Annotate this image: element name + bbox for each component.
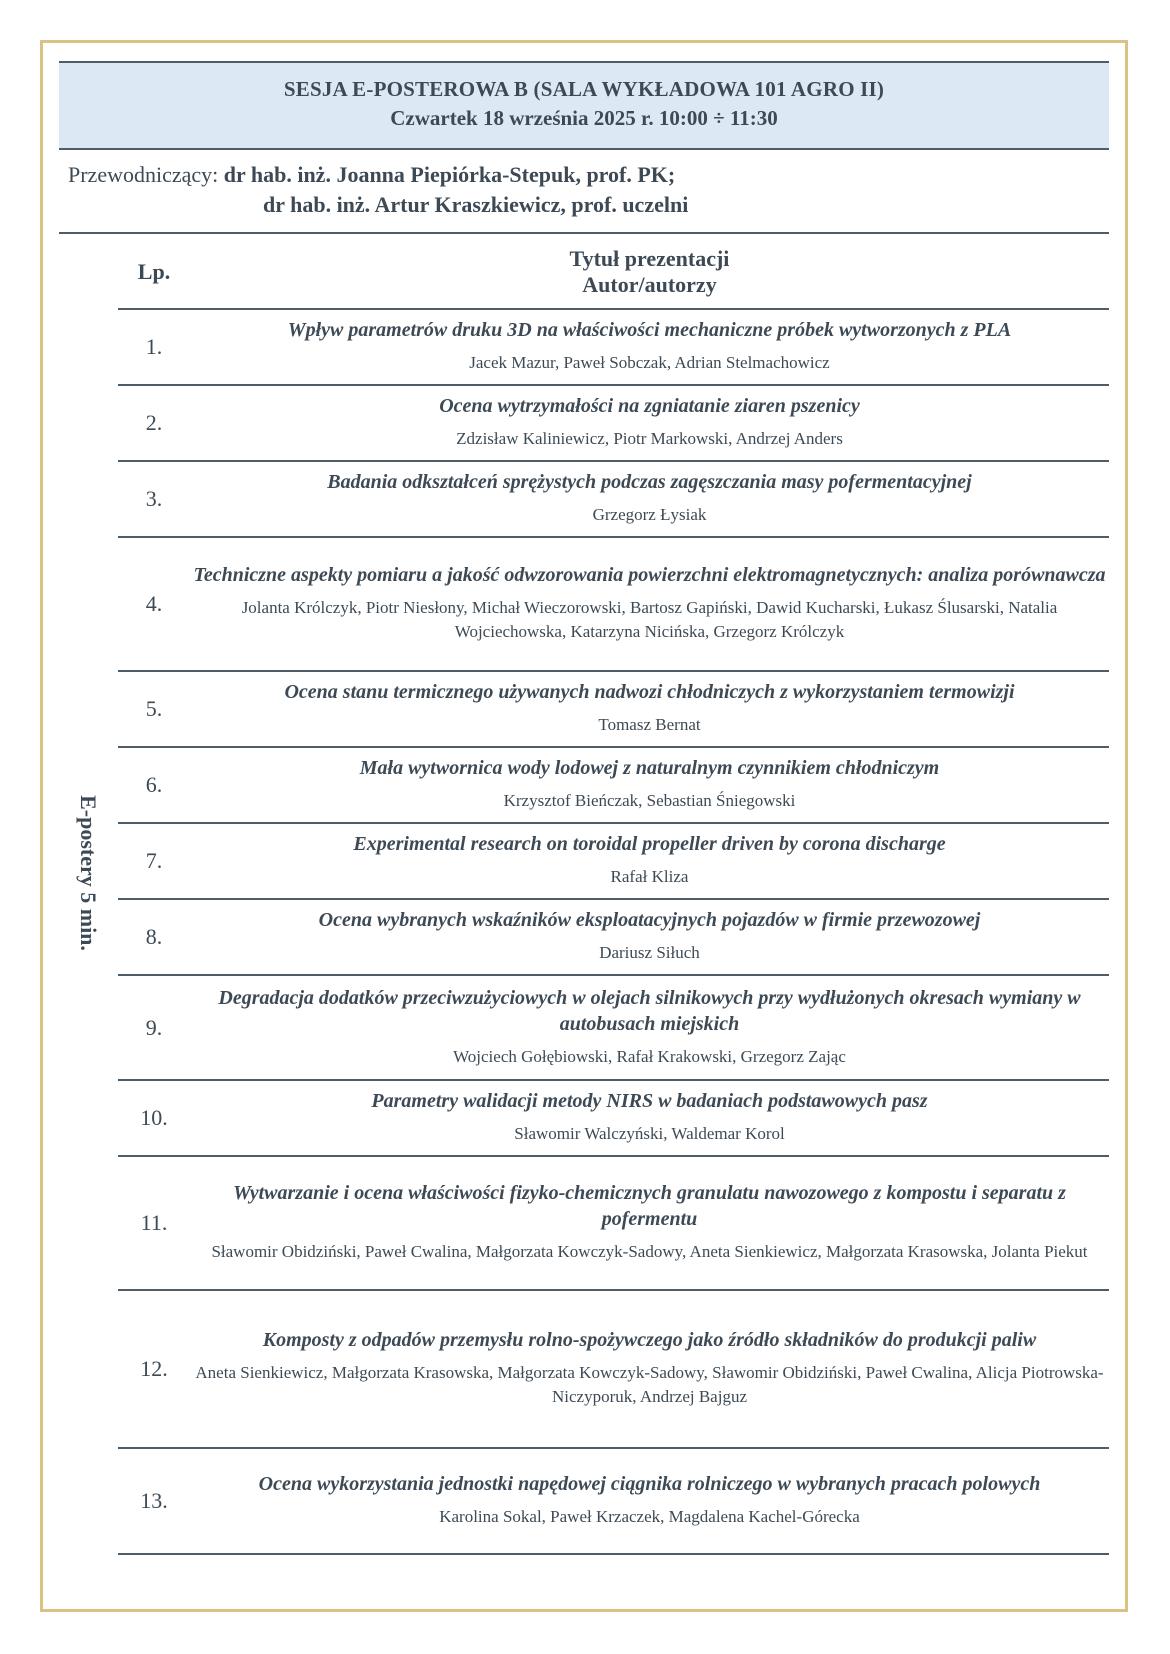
chairs-label: Przewodniczący:	[68, 162, 219, 187]
presentation-title: Parametry walidacji metody NIRS w badaniach podstawowych pasz	[371, 1090, 928, 1112]
row-number: 5.	[118, 671, 190, 747]
presentation-authors: Sławomir Obidziński, Paweł Cwalina, Małgorzata Kowczyk-Sadowy, Aneta Sienkiewicz, Małgorzata Krasowska, Jolanta Piekut	[211, 1242, 1088, 1261]
row-content	[190, 537, 1109, 671]
table-row	[118, 1080, 1109, 1156]
presentation-authors: Dariusz Siłuch	[599, 943, 700, 962]
row-number: 1.	[118, 309, 190, 385]
row-content	[190, 975, 1109, 1080]
presentation-authors: Wojciech Gołębiowski, Rafał Krakowski, Grzegorz Zając	[453, 1046, 846, 1066]
row-content	[190, 899, 1109, 975]
presentation-title: Mała wytwornica wody lodowej z naturalnym czynnikiem chłodniczym	[359, 757, 940, 779]
presentation-title: Komposty z odpadów przemysłu rolno-spożywczego jako źródło składników do produkcji paliw	[262, 1329, 1037, 1351]
row-number: 13.	[118, 1448, 190, 1554]
table-row	[118, 309, 1109, 385]
presentation-title: Techniczne aspekty pomiaru a jakość odwzorowania powierzchni elektromagnetycznych: analiza porównawcza	[193, 564, 1106, 586]
presentation-authors: Jolanta Królczyk, Piotr Niesłony, Michał Wieczorowski, Bartosz Gapiński, Dawid Kucharski, Łukasz Ślusarski, Natalia Wojciechowska, Katarzyna Nicińska, Grzegorz Królczyk	[241, 598, 1058, 641]
table-row	[118, 1156, 1109, 1290]
table-row	[118, 823, 1109, 899]
presentation-title: Ocena wybranych wskaźników eksploatacyjnych pojazdów w firmie przewozowej	[318, 909, 981, 931]
row-content	[190, 747, 1109, 823]
col-lp: Lp.	[118, 234, 190, 309]
col-title-label: Tytuł prezentacji	[569, 246, 730, 271]
row-content	[190, 1448, 1109, 1554]
row-number: 10.	[118, 1080, 190, 1156]
row-number: 11.	[118, 1156, 190, 1290]
row-number: 7.	[118, 823, 190, 899]
side-label: E-postery 5 min.	[76, 795, 101, 951]
presentation-authors: Aneta Sienkiewicz, Małgorzata Krasowska, Małgorzata Kowczyk-Sadowy, Sławomir Obidziński, Paweł Cwalina, Alicja Piotrowska-Niczyporuk, Andrzej Bajguz	[195, 1363, 1104, 1406]
row-number: 3.	[118, 461, 190, 537]
presentation-authors: Grzegorz Łysiak	[592, 505, 707, 524]
presentation-title: Ocena stanu termicznego używanych nadwozi chłodniczych z wykorzystaniem termowizji	[284, 681, 1015, 703]
row-number: 4.	[118, 537, 190, 671]
table-header-row	[118, 234, 1109, 309]
table-row	[118, 899, 1109, 975]
presentation-title: Ocena wykorzystania jednostki napędowej ciągnika rolniczego w wybranych pracach polowych	[258, 1473, 1041, 1495]
table-row	[118, 1448, 1109, 1554]
presentation-authors: Sławomir Walczyński, Waldemar Korol	[514, 1124, 785, 1143]
presentation-authors: Krzysztof Bieńczak, Sebastian Śniegowski	[503, 791, 796, 810]
chair-1: dr hab. inż. Joanna Piepiórka-Stepuk, prof. PK;	[223, 162, 676, 187]
presentation-title: Experimental research on toroidal propeller driven by corona discharge	[353, 833, 946, 855]
presentation-authors: Karolina Sokal, Paweł Krzaczek, Magdalena Kachel-Górecka	[439, 1507, 860, 1526]
session-date: Czwartek 18 września 2025 r. 10:00 ÷ 11:30	[390, 106, 778, 130]
row-content	[190, 385, 1109, 461]
row-content	[190, 1290, 1109, 1448]
table-row	[118, 747, 1109, 823]
row-content	[190, 309, 1109, 385]
table-row	[118, 975, 1109, 1080]
chair-2: dr hab. inż. Artur Kraszkiewicz, prof. uczelni	[263, 192, 689, 217]
presentation-title: Wpływ parametrów druku 3D na właściwości mechaniczne próbek wytworzonych z PLA	[287, 319, 1012, 341]
presentation-title: Badania odkształceń sprężystych podczas zagęszczania masy pofermentacyjnej	[327, 471, 972, 493]
presentation-authors: Jacek Mazur, Paweł Sobczak, Adrian Stelmachowicz	[469, 353, 830, 372]
table-row	[118, 537, 1109, 671]
table-row	[118, 671, 1109, 747]
row-number: 9.	[118, 975, 190, 1080]
row-number: 6.	[118, 747, 190, 823]
col-authors-label: Autor/autorzy	[582, 272, 717, 297]
presentation-authors: Zdzisław Kaliniewicz, Piotr Markowski, Andrzej Anders	[456, 429, 843, 448]
table-row	[118, 385, 1109, 461]
presentation-authors: Tomasz Bernat	[598, 715, 701, 734]
col-title	[190, 234, 1109, 309]
row-number: 8.	[118, 899, 190, 975]
row-content	[190, 1156, 1109, 1290]
row-number: 12.	[118, 1290, 190, 1448]
row-content	[190, 1080, 1109, 1156]
row-content	[190, 671, 1109, 747]
session-header	[59, 61, 1109, 150]
table-row	[118, 461, 1109, 537]
row-number: 2.	[118, 385, 190, 461]
session-title: SESJA E-POSTEROWA B (SALA WYKŁADOWA 101 AGRO II)	[283, 77, 885, 101]
presentation-title: Ocena wytrzymałości na zgniatanie ziaren pszenicy	[439, 395, 860, 417]
presentation-authors: Rafał Kliza	[610, 867, 689, 886]
presentation-title: Wytwarzanie i ocena właściwości fizyko-chemicznych granulatu nawozowego z kompostu i separatu z pofermentu	[233, 1182, 1066, 1230]
presentation-title: Degradacja dodatków przeciwzużyciowych w olejach silnikowych przy wydłużonych okresach wymiany w autobusach miejskich	[218, 986, 1081, 1035]
program-table	[118, 234, 1109, 1555]
row-content	[190, 461, 1109, 537]
row-content	[190, 823, 1109, 899]
chairs-block	[68, 160, 688, 220]
table-row	[118, 1290, 1109, 1448]
